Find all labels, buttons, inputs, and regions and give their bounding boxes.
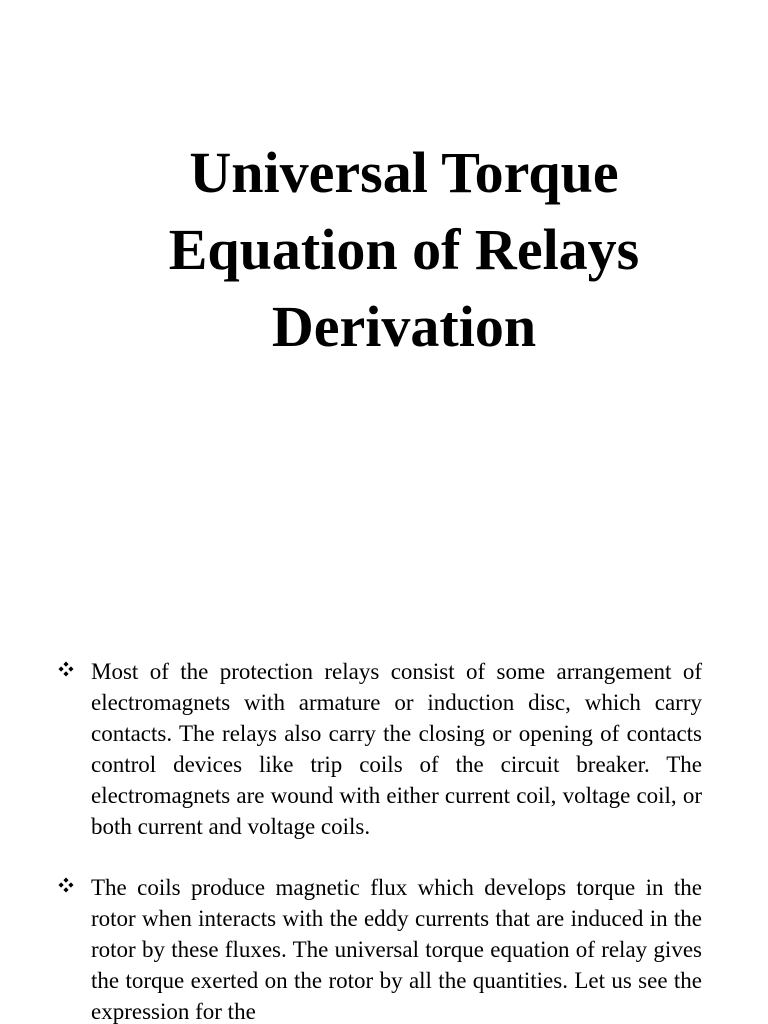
- title-line-1: Universal Torque: [189, 140, 619, 205]
- bullet-item-1: [58, 656, 702, 842]
- document-title: [70, 134, 738, 365]
- title-line-2: Equation of Relays: [168, 217, 640, 282]
- bullet-list: [58, 656, 702, 1024]
- four-diamond-bullet-icon: [58, 877, 74, 893]
- bullet-text-2: The coils produce magnetic flux which develops torque in the rotor when interacts with the eddy currents that are induced in the rotor by these fluxes. The universal torque equation of relay gives the torque exerted on the rotor by all the quantities. Let us see the expression for the: [91, 875, 702, 1024]
- bullet-text-1: Most of the protection relays consist of some arrangement of electromagnets with armature or induction disc, which carry contacts. The relays also carry the closing or opening of contacts control devices like trip coils of the circuit breaker. The electromagnets are wound with either current coil, voltage coil, or both current and voltage coils.: [91, 659, 702, 839]
- bullet-item-2: [58, 872, 702, 1024]
- four-diamond-bullet-icon: [58, 661, 74, 677]
- title-line-3: Derivation: [271, 294, 537, 359]
